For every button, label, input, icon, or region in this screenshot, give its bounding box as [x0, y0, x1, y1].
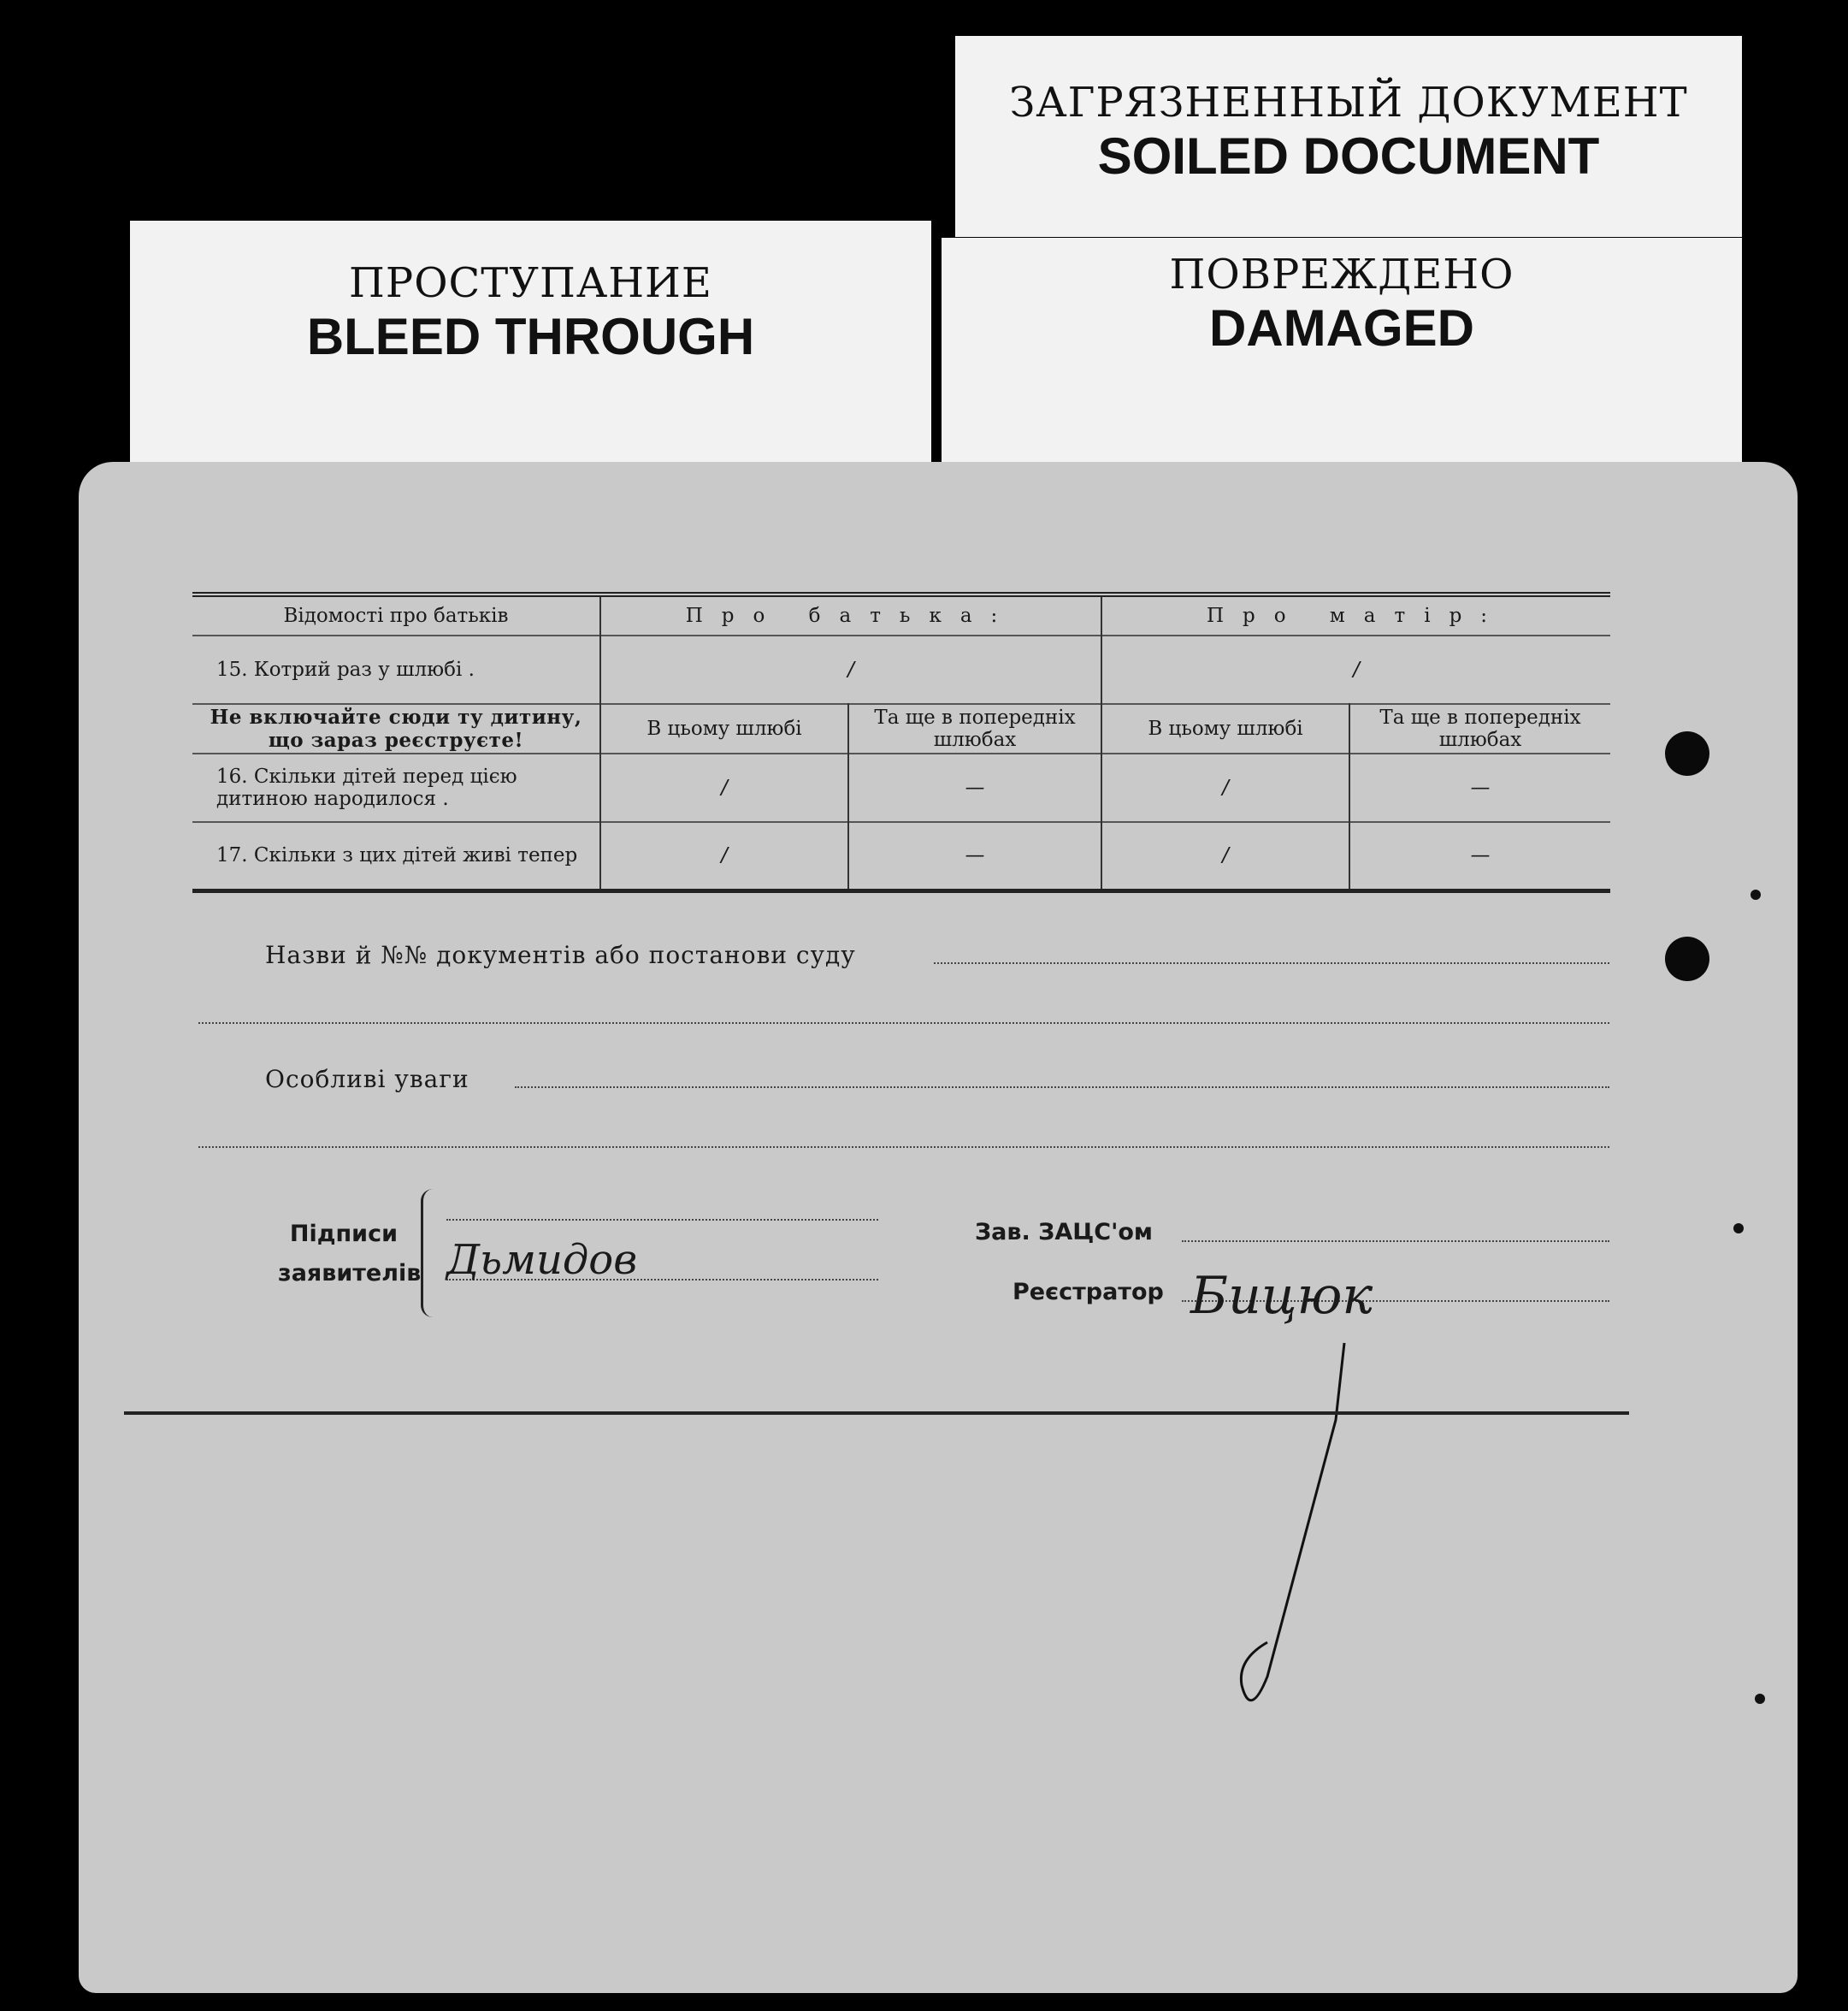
- ink-spot: [1751, 890, 1761, 900]
- head-signature-line: [1182, 1240, 1609, 1242]
- punch-hole: [1665, 937, 1709, 981]
- signatures-label: [278, 1215, 422, 1293]
- remarks-label: Особливі уваги: [265, 1065, 469, 1093]
- registrar-signature: Бицюк: [1190, 1266, 1373, 1326]
- ink-spot: [1755, 1694, 1765, 1704]
- documents-field: [934, 962, 1609, 964]
- bleed-tag-russian: ПРОСТУПАНИЕ: [349, 259, 712, 307]
- header-father: Про батька:: [600, 594, 1101, 636]
- col-this-marriage-mother: В цьому шлюбі: [1101, 704, 1349, 754]
- form-sheet: [79, 462, 1798, 1993]
- header-mother: Про матір:: [1101, 594, 1610, 636]
- remarks-field: [515, 1086, 1609, 1088]
- head-label: Зав. ЗАЦС'ом: [975, 1219, 1153, 1245]
- signatures-brace: [421, 1189, 435, 1317]
- row16-value: —: [1349, 754, 1610, 822]
- row17-value: —: [1349, 822, 1610, 890]
- signature-flourish: [1216, 1317, 1361, 1728]
- header-parents-info: Відомості про батьків: [283, 605, 509, 627]
- col-prev-marriages-mother: Та ще в попередніх шлюбах: [1349, 704, 1610, 754]
- row16-value: /: [1101, 754, 1349, 822]
- row15-label: 15. Котрий раз у шлюбі .: [216, 659, 475, 681]
- note-exclude-child: Не включайте сюди ту дитину, що зараз реєструєте!: [210, 706, 582, 752]
- punch-hole: [1665, 731, 1709, 776]
- row15-mother-value: /: [1101, 636, 1610, 704]
- ink-spot: [1733, 1223, 1744, 1233]
- col-prev-marriages-father: Та ще в попередніх шлюбах: [848, 704, 1101, 754]
- row17-value: /: [600, 822, 848, 890]
- damaged-tag-russian: ПОВРЕЖДЕНО: [1169, 251, 1514, 299]
- col-this-marriage-father: В цьому шлюбі: [600, 704, 848, 754]
- damaged-tag: [942, 238, 1742, 469]
- soiled-tag-russian: ЗАГРЯЗНЕННЫЙ ДОКУМЕНТ: [1009, 79, 1688, 127]
- row17-value: —: [848, 822, 1101, 890]
- parents-info-table: [192, 592, 1610, 893]
- soiled-document-tag: [955, 36, 1742, 237]
- documents-field-line2: [198, 1022, 1609, 1024]
- row16-value: /: [600, 754, 848, 822]
- documents-label: Назви й №№ документів або постанови суду: [265, 941, 856, 969]
- row15-father-value: /: [600, 636, 1101, 704]
- row17-label: 17. Скільки з цих дітей живі тепер: [216, 844, 578, 867]
- bleed-tag-english: BLEED THROUGH: [306, 308, 755, 365]
- row16-label: 16. Скільки дітей перед цією дитиною народилося .: [216, 766, 517, 810]
- bottom-rule: [124, 1411, 1629, 1415]
- registrar-label: Реєстратор: [1013, 1279, 1164, 1305]
- row17-value: /: [1101, 822, 1349, 890]
- signatures-label-line2: заявителів: [278, 1260, 422, 1286]
- damaged-tag-english: DAMAGED: [1209, 299, 1474, 357]
- applicant-signature-line1: [446, 1219, 878, 1221]
- applicant-signature: Дьмидов: [446, 1236, 638, 1284]
- row16-value: —: [848, 754, 1101, 822]
- signatures-label-line1: Підписи: [289, 1221, 398, 1247]
- soiled-tag-english: SOILED DOCUMENT: [1097, 127, 1600, 185]
- remarks-field-line2: [198, 1146, 1609, 1148]
- bleed-through-tag: [130, 221, 931, 469]
